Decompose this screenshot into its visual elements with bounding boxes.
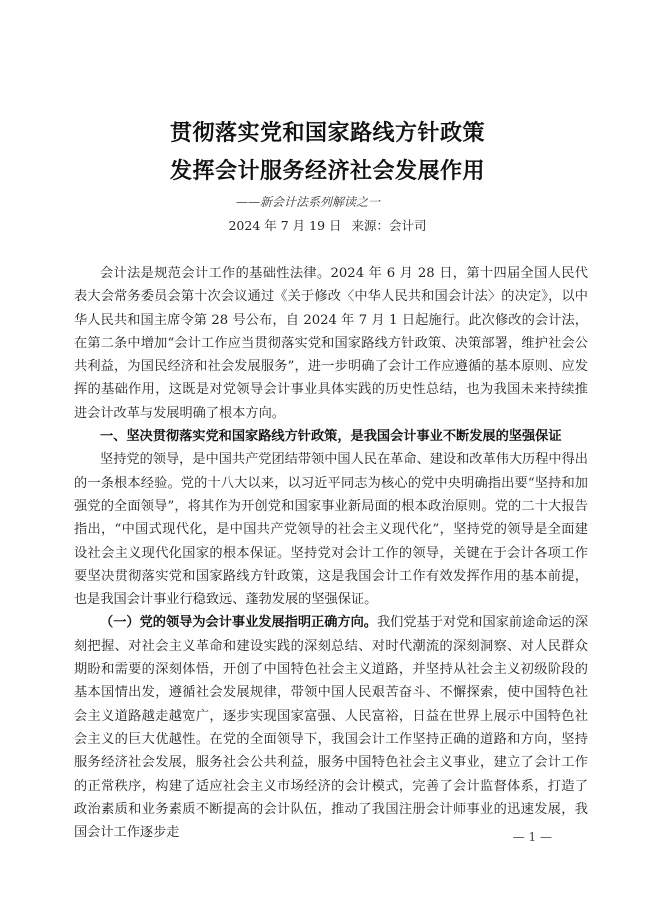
title-line-2: 发挥会计服务经济社会发展作用 [169,158,485,184]
subsection-heading-1: （一）党的领导为会计事业发展指明正确方向。 [100,615,377,631]
subtitle: ——新会计法系列解读之一 [236,195,381,209]
page-number: — 1 — [512,830,552,844]
section-heading-1: 一、坚决贯彻落实党和国家路线方针政策，是我国会计事业不断发展的坚强保证 [100,429,562,445]
publication-meta [0,218,655,234]
paragraph-direction-text: 我们党基于对党和国家前途命运的深刻把握、对社会主义革命和建设实践的深刻总结、对时代潮流的深刻洞察、对人民群众期盼和需要的深刻体悟，开创了中国特色社会主义道路，并坚持从社会主义初级阶段的基本国情出发，遵循社会发展规律，带领中国人民艰苦奋斗、不懈探索，使中国特色社会主义道路越走越宽广，逐步实现国家富强、人民富裕，日益在世界上展示中国特色社会主义的巨大优越性。在党的全面领导下，我国会计工作坚持正确的道路和方向，坚持服务经济社会发展，服务社会公共利益，服务中国特色社会主义事业，建立了会计工作的正常秩序，构建了适应社会主义市场经济的会计模式，完善了会计监督体系，打造了政治素质和业务素质不断提高的会计队伍，推动了我国注册会计师事业的迅速发展，我国会计工作逐步走 [74,615,589,841]
article-body [74,262,588,844]
paragraph-party-leadership: 坚持党的领导，是中国共产党团结带领中国人民在革命、建设和改革伟大历程中得出的一条根本经验。党的十八大以来，以习近平同志为核心的党中央明确指出要“坚持和加强党的全面领导”，将其作为开创党和国家事业新局面的根本政治原则。党的二十大报告指出，“中国式现代化，是中国共产党领导的社会主义现代化”，坚持党的领导是全面建设社会主义现代化国家的根本保证。坚持党对会计工作的领导，关键在于会计各项工作要坚决贯彻落实党和国家路线方针政策，这是我国会计工作有效发挥作用的基本前提，也是我国会计事业行稳致远、蓬勃发展的坚强保证。 [74,452,588,608]
paragraph-direction [74,611,588,844]
publication-source: 来源：会计司 [351,218,427,233]
publication-date: 2024 年 7 月 19 日 [228,218,342,233]
title-line-1: 贯彻落实党和国家路线方针政策 [169,120,485,146]
paragraph-intro: 会计法是规范会计工作的基础性法律。2024 年 6 月 28 日，第十四届全国人民代表大会常务委员会第十次会议通过《关于修改〈中华人民共和国会计法〉的决定》，以中华人民共和国主席令第 28 号公布，自 2024 年 7 月 1 日起施行。此次修改的会计法，在第二条中增加“会计工作应当贯彻落实党和国家路线方针政策、决策部署，维护社会公共利益，为国民经济和社会发展服务”，进一步明确了会计工作应遵循的基本原则、应发挥的基础作用，这既是对党领导会计事业具体实践的历史性总结，也为我国未来持续推进会计改革与发展明确了根本方向。 [74,266,588,421]
